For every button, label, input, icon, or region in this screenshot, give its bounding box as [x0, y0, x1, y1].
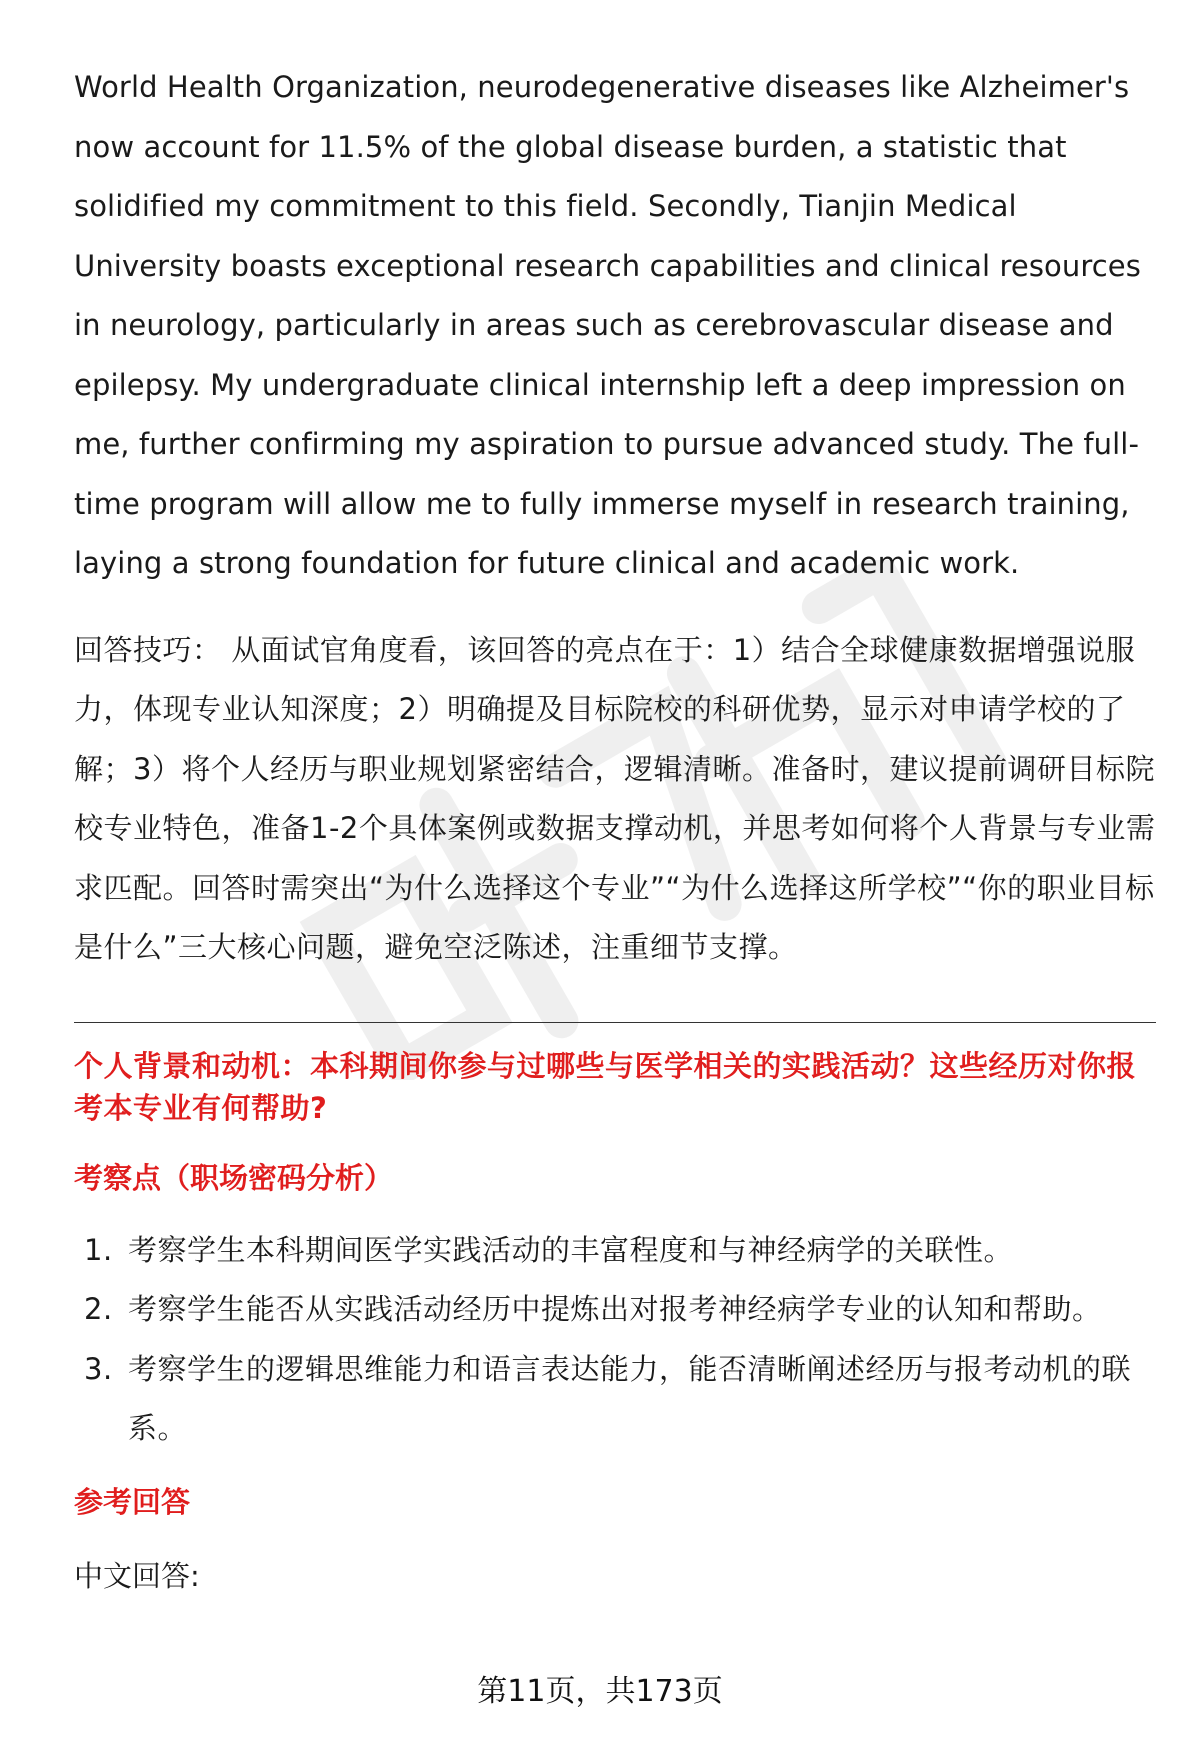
assessment-list: [74, 1221, 1156, 1459]
section-divider: [74, 1022, 1156, 1023]
list-item-text: 考察学生的逻辑思维能力和语言表达能力，能否清晰阐述经历与报考动机的联系。: [128, 1351, 1132, 1445]
assessment-title: 考察点（职场密码分析）: [74, 1160, 394, 1195]
answer-tips-paragraph: 回答技巧： 从面试官角度看，该回答的亮点在于：1）结合全球健康数据增强说服力，体现专业认知深度；2）明确提及目标院校的科研优势，显示对申请学校的了解；3）将个人经历与职业规划紧密结合，逻辑清晰。准备时，建议提前调研目标院校专业特色，准备1-2个具体案例或数据支撑动机，并思考如何将个人背景与专业需求匹配。回答时需突出“为什么选择这个专业”“为什么选择这所学校”“你的职业目标是什么”三大核心问题，避免空泛陈述，注重细节支撑。: [74, 632, 1156, 964]
english-answer-paragraph: World Health Organization, neurodegenerative diseases like Alzheimer's now account for 11.5% of the global disease burden, a statistic that solidified my commitment to this field. Secondly, Tianjin Medical University boasts exceptional research capabilities and clinical resources in neurology, particularly in areas such as cerebrovascular disease and epilepsy. My undergraduate clinical internship left a deep impression on me, further confirming my aspiration to pursue advanced study. The full-time program will allow me to fully immerse myself in research training, laying a strong foundation for future clinical and academic work.: [74, 70, 1141, 580]
list-item: [74, 1221, 1156, 1281]
list-item-number: 2.: [84, 1292, 113, 1326]
list-item-number: 1.: [84, 1232, 113, 1267]
chinese-answer-label: 中文回答:: [74, 1558, 200, 1593]
page-number-footer: 第11页，共173页: [477, 1674, 723, 1709]
list-item: [74, 1340, 1156, 1459]
document-page: [74, 58, 1156, 1597]
question-title: 个人背景和动机：本科期间你参与过哪些与医学相关的实践活动？这些经历对你报考本专业有何帮助?: [74, 1048, 1137, 1125]
reference-answer-title: 参考回答: [74, 1484, 191, 1519]
list-item-text: 考察学生本科期间医学实践活动的丰富程度和与神经病学的关联性。: [128, 1232, 1014, 1267]
list-item-text: 考察学生能否从实践活动经历中提炼出对报考神经病学专业的认知和帮助。: [128, 1292, 1102, 1326]
list-item: [74, 1280, 1156, 1340]
list-item-number: 3.: [84, 1351, 113, 1386]
